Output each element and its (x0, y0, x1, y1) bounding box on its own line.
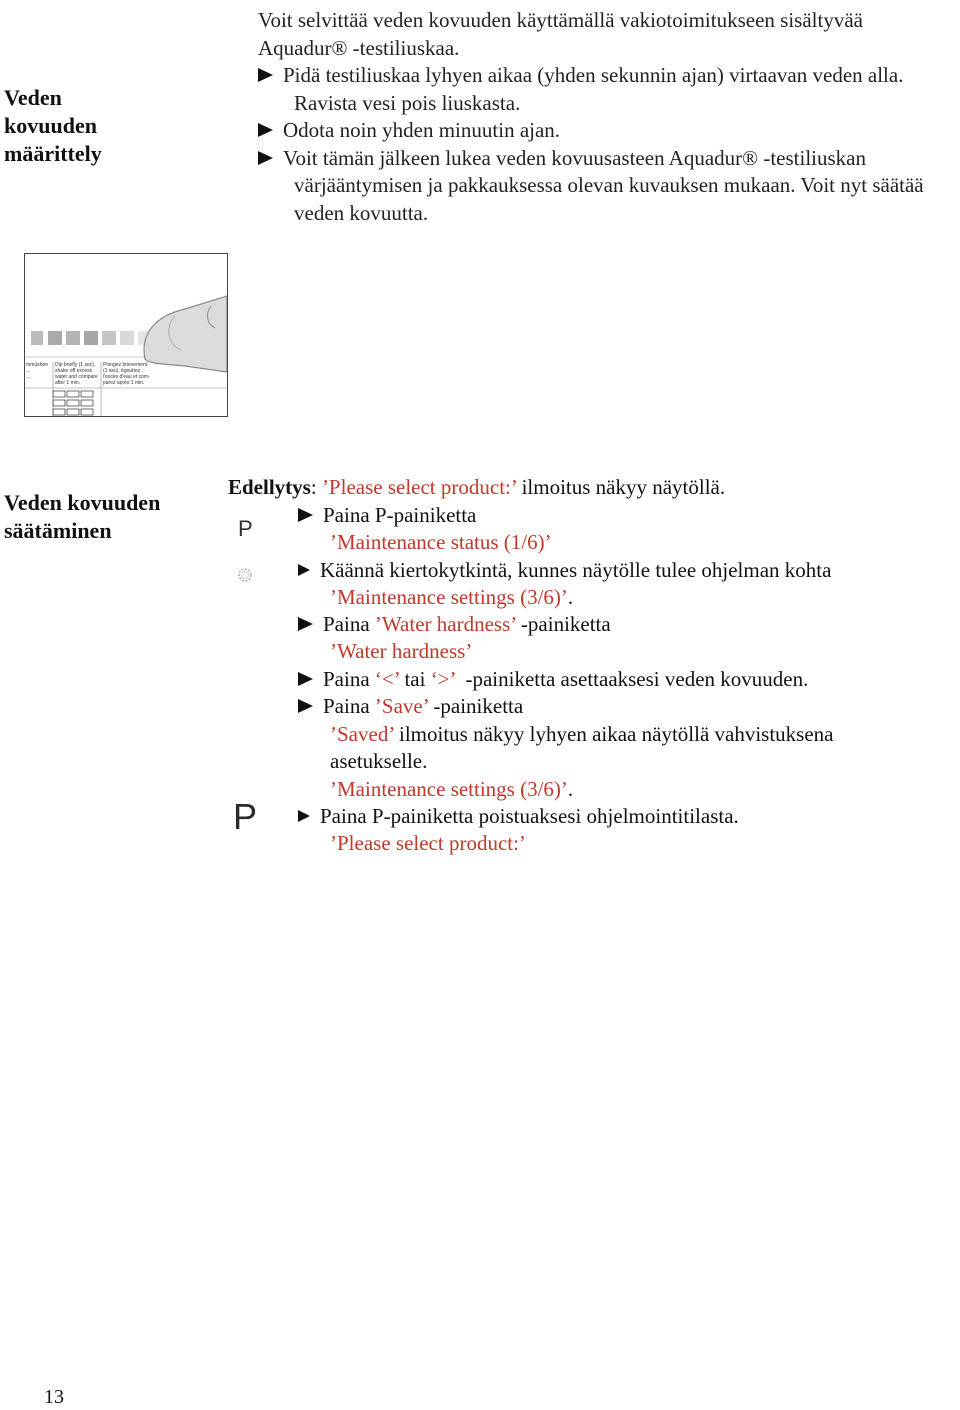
step-text: -painiketta (515, 612, 611, 636)
strip-text: Plongez brièvement (103, 362, 148, 368)
prerequisite-text: ilmoitus näkyy näytöllä. (516, 475, 726, 499)
strip-text: mmüshen (26, 362, 48, 368)
step-exit-programming (298, 803, 739, 830)
saved-message-line-2: asetukselle. (330, 749, 428, 773)
arrow-icon (298, 699, 313, 713)
display-message: ’Please select product:’ (321, 475, 517, 499)
step-text: Paina (323, 667, 375, 691)
arrow-icon (298, 508, 313, 522)
step-text: Paina (323, 694, 375, 718)
step-press-p (298, 502, 476, 529)
arrow-icon (298, 672, 313, 686)
step-text: Odota noin yhden minuutin ajan. (283, 118, 561, 142)
prerequisite-line (228, 474, 725, 501)
colon: : (310, 475, 322, 499)
step-water-hardness (298, 611, 611, 638)
step-item (258, 62, 958, 117)
step-item (258, 117, 958, 145)
button-name: ‘<’ (374, 667, 400, 691)
step-text: Paina P-painiketta (323, 503, 477, 527)
strip-text: ... (26, 368, 31, 374)
test-strip-illustration (24, 253, 228, 417)
display-message: ’Saved’ (330, 722, 394, 746)
display-maintenance-settings (330, 584, 573, 611)
display-please-select: ’Please select product:’ (330, 831, 526, 855)
rotary-knob-icon (236, 566, 254, 589)
strip-col1 (26, 362, 48, 380)
display-message: ’Maintenance settings (3/6)’ (330, 777, 568, 801)
arrow-icon (258, 123, 273, 137)
arrow-icon (258, 151, 273, 165)
step-text: Käännä kiertokytkintä, kunnes näytölle tulee ohjelman kohta (320, 558, 832, 582)
step-text: Pidä testiliuskaa lyhyen aikaa (yhden sekunnin ajan) virtaavan veden alla. Ravista vesi pois liuskasta. (283, 63, 904, 115)
step-item (258, 145, 958, 228)
prerequisite-label: Edellytys (228, 475, 311, 499)
step-text: -painiketta asettaaksesi veden kovuuden. (454, 667, 809, 691)
button-name: ‘>’ (430, 667, 455, 691)
strip-text: after 1 min. (55, 380, 81, 386)
arrow-icon (298, 564, 310, 576)
strip-text: ..., (26, 374, 32, 380)
strip-text: parez après 1 min. (103, 380, 145, 386)
saved-message-line (330, 721, 834, 748)
p-button-icon: P (238, 516, 253, 541)
strip-text: l'excès d'eau et com- (103, 374, 150, 380)
step-text: Paina P-painiketta poistuaksesi ohjelmointitilasta. (320, 804, 739, 828)
strip-text: (1 sec), égouttez (103, 368, 141, 374)
step-text: tai (399, 667, 431, 691)
strip-col2 (55, 362, 98, 386)
display-water-hardness: ’Water hardness’ (330, 639, 473, 663)
arrow-icon (298, 617, 313, 631)
display-maintenance-status: ’Maintenance status (1/6)’ (330, 530, 552, 554)
display-maintenance-settings-2 (330, 776, 573, 803)
step-text: Paina (323, 612, 375, 636)
step-list (258, 62, 958, 227)
page-number: 13 (44, 1386, 64, 1408)
arrow-icon (258, 68, 273, 82)
p-button-large-icon: P (233, 796, 258, 837)
strip-text: shake off excess (55, 368, 93, 374)
section-label-hardness-adjustment: Veden kovuuden säätäminen (4, 490, 161, 543)
button-name: ’Save’ (374, 694, 429, 718)
period: . (567, 585, 574, 609)
step-text: Voit tämän jälkeen lukea veden kovuusasteen Aquadur® -testiliuskan värjääntymisen ja pakkauksessa olevan kuvauksen mukaan. Voit nyt säätää veden kovuutta. (283, 145, 924, 225)
step-text: ilmoitus näkyy lyhyen aikaa näytöllä vahvistuksena (393, 722, 834, 746)
step-save (298, 693, 523, 720)
finger-strip-icon (25, 254, 227, 416)
section-label-hardness-determination: Veden kovuuden määrittely (4, 85, 102, 166)
period: . (567, 777, 574, 801)
strip-text: Dip briefly (1 sec), (55, 362, 96, 368)
strip-col3 (103, 362, 150, 386)
display-message: ’Maintenance settings (3/6)’ (330, 585, 568, 609)
step-text: -painiketta (428, 694, 524, 718)
intro-paragraph: Voit selvittää veden kovuuden käyttämällä vakiotoimitukseen sisältyvää Aquadur® -testiliuskaa. (258, 8, 863, 60)
strip-text: water and compare (55, 374, 98, 380)
step-adjust-value (298, 666, 808, 693)
step-turn-knob (298, 557, 831, 584)
arrow-icon (298, 810, 310, 822)
button-name: ’Water hardness’ (374, 612, 516, 636)
